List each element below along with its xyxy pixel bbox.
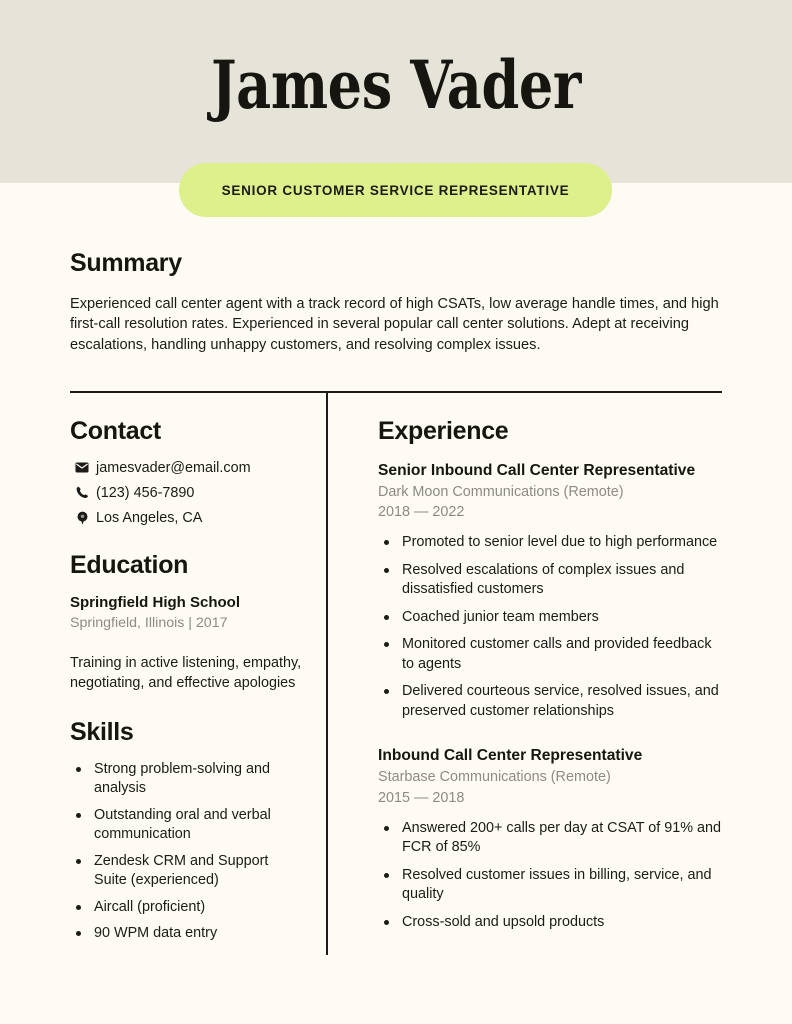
contact-list	[70, 460, 302, 526]
list-item: Outstanding oral and verbal communication	[70, 806, 302, 845]
list-item: Strong problem-solving and analysis	[70, 760, 302, 799]
contact-item-phone	[70, 485, 302, 501]
education-meta: Springfield, Illinois | 2017	[70, 615, 228, 632]
education-heading: Education	[70, 550, 189, 579]
contact-location-value: Los Angeles, CA	[96, 509, 203, 526]
contact-item-location	[70, 510, 302, 526]
contact-section	[70, 418, 302, 526]
experience-job-1	[378, 460, 725, 722]
contact-heading: Contact	[70, 417, 161, 445]
job-title: Senior Inbound Call Center Representative	[378, 461, 696, 479]
contact-item-email	[70, 460, 302, 476]
experience-job-2	[378, 745, 725, 932]
job-dates: 2018 — 2022	[378, 503, 465, 520]
left-column	[70, 418, 302, 951]
list-item: 90 WPM data entry	[70, 924, 302, 944]
job-title-badge	[179, 163, 612, 217]
job-title-badge-label: SENIOR CUSTOMER SERVICE REPRESENTATIVE	[221, 182, 570, 198]
horizontal-divider	[70, 391, 722, 393]
summary-section	[70, 250, 725, 355]
experience-heading: Experience	[378, 417, 509, 445]
job-bullets	[378, 819, 725, 933]
contact-phone-value: (123) 456-7890	[96, 484, 195, 501]
job-company: Dark Moon Communications (Remote)	[378, 483, 624, 500]
list-item: Delivered courteous service, resolved issues, and preserved customer relationships	[378, 682, 725, 721]
phone-icon	[70, 486, 94, 499]
skills-section	[70, 719, 302, 944]
education-school-name: Springfield High School	[70, 594, 240, 611]
education-section	[70, 552, 302, 694]
job-company: Starbase Communications (Remote)	[378, 769, 611, 786]
list-item: Answered 200+ calls per day at CSAT of 91% and FCR of 85%	[378, 819, 725, 858]
list-item: Aircall (proficient)	[70, 898, 302, 918]
list-item: Monitored customer calls and provided feedback to agents	[378, 635, 725, 674]
right-column	[378, 418, 725, 940]
list-item: Zendesk CRM and Support Suite (experienced)	[70, 852, 302, 891]
job-dates: 2015 — 2018	[378, 789, 465, 806]
vertical-divider	[326, 391, 328, 955]
job-bullets	[378, 533, 725, 721]
summary-heading: Summary	[70, 249, 182, 277]
summary-text: Experienced call center agent with a track record of high CSATs, low average handle times, and high first-call resolution rates. Experienced in several popular call center solutions. Adept at receiving escalations, handling unhappy customers, and resolving complex issues.	[70, 295, 719, 353]
list-item: Resolved escalations of complex issues and dissatisfied customers	[378, 561, 725, 600]
list-item: Resolved customer issues in billing, service, and quality	[378, 866, 725, 905]
skills-list	[70, 760, 302, 944]
job-title: Inbound Call Center Representative	[378, 747, 643, 765]
education-note: Training in active listening, empathy, negotiating, and effective apologies	[70, 655, 302, 692]
page-title: James Vader	[210, 46, 582, 124]
contact-email-value: jamesvader@email.com	[96, 459, 251, 476]
list-item: Coached junior team members	[378, 608, 725, 628]
list-item: Cross-sold and upsold products	[378, 913, 725, 933]
envelope-icon	[70, 462, 94, 473]
skills-heading: Skills	[70, 718, 134, 747]
list-item: Promoted to senior level due to high performance	[378, 533, 725, 553]
location-pin-icon	[70, 511, 94, 525]
experience-section	[378, 418, 725, 932]
